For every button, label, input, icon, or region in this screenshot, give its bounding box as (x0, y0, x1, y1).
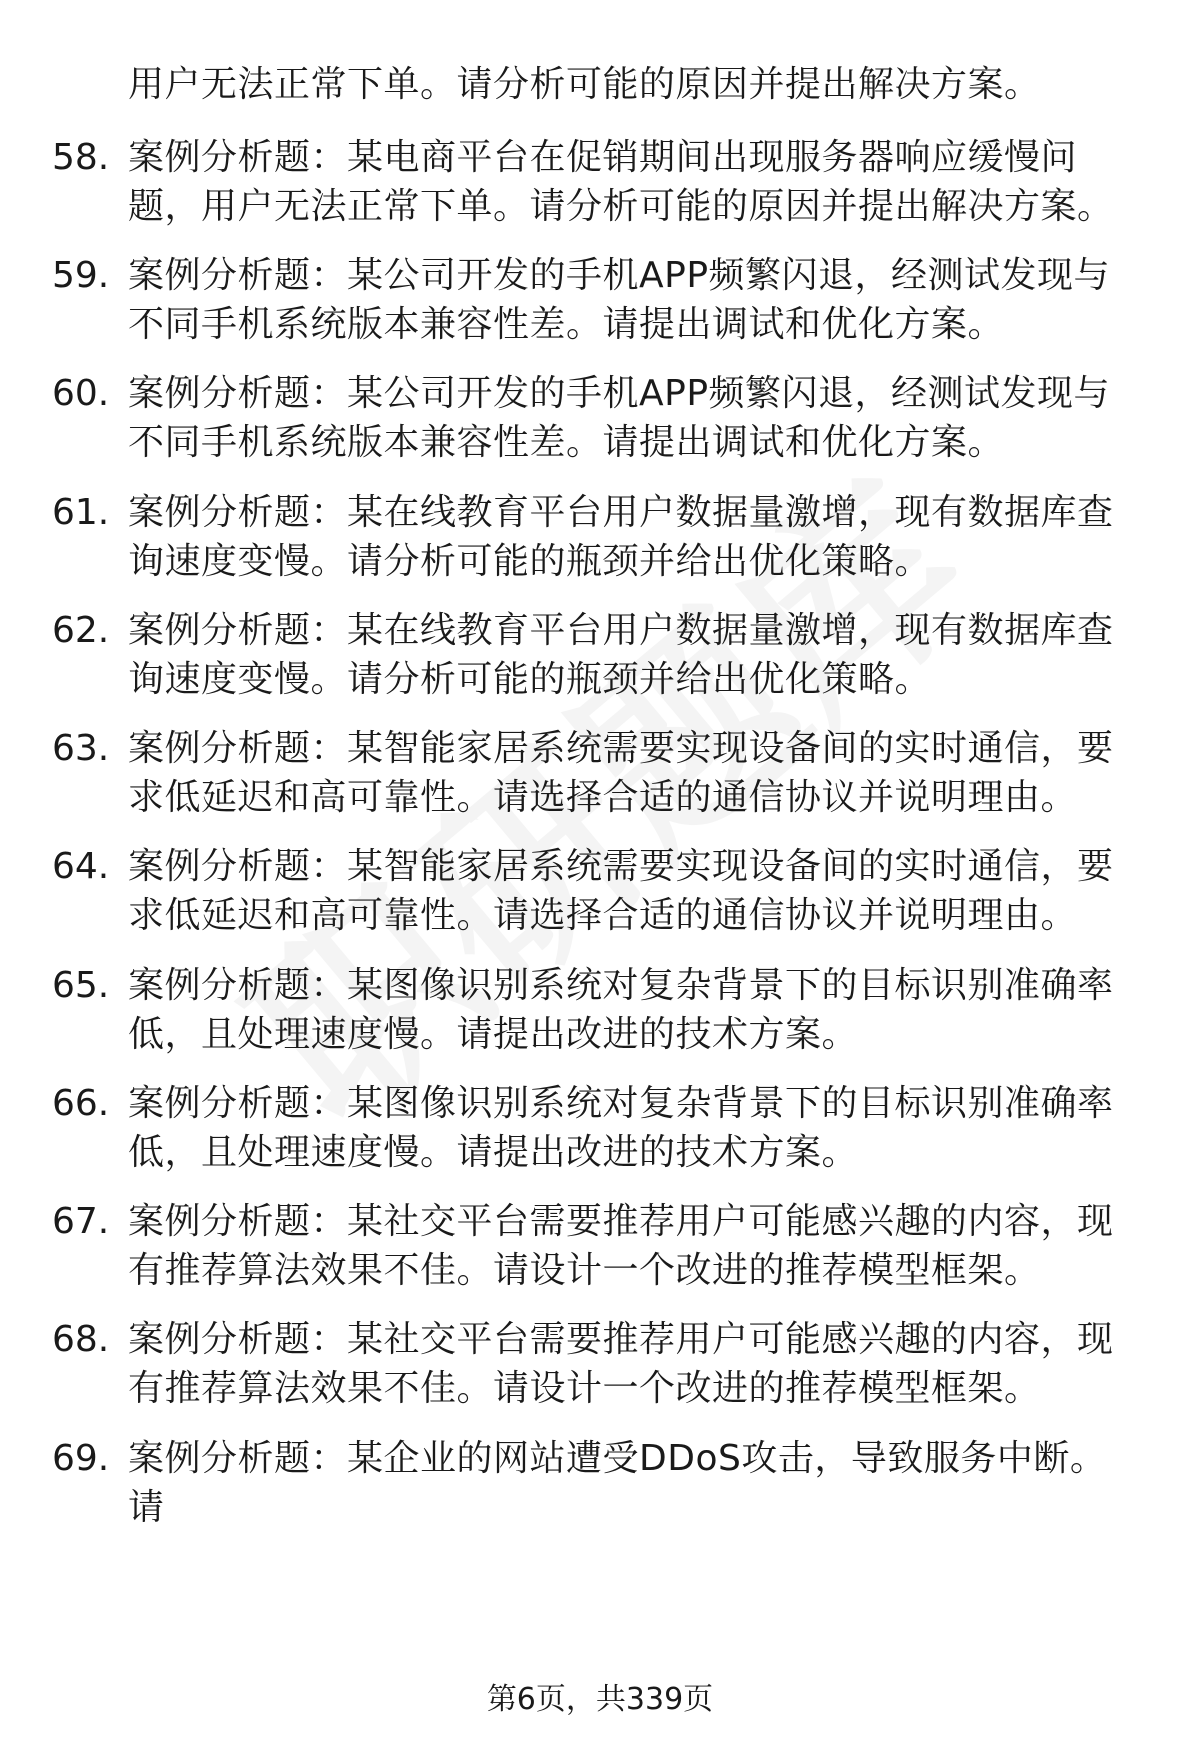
question-number: 60. (52, 373, 110, 414)
question-text: 案例分析题：某智能家居系统需要实现设备间的实时通信，要求低延迟和高可靠性。请选择合适的通信协议并说明理由。 (128, 728, 1114, 818)
question-text: 案例分析题：某电商平台在促销期间出现服务器响应缓慢问题，用户无法正常下单。请分析可能的原因并提出解决方案。 (128, 137, 1114, 227)
question-number: 66. (52, 1083, 110, 1124)
question-number: 61. (52, 492, 110, 533)
question-text: 案例分析题：某图像识别系统对复杂背景下的目标识别准确率低，且处理速度慢。请提出改进的技术方案。 (128, 1083, 1114, 1173)
question-number: 64. (52, 846, 110, 887)
question-text: 案例分析题：某图像识别系统对复杂背景下的目标识别准确率低，且处理速度慢。请提出改进的技术方案。 (128, 965, 1114, 1055)
question-number: 65. (52, 965, 110, 1006)
question-text: 案例分析题：某在线教育平台用户数据量激增，现有数据库查询速度变慢。请分析可能的瓶颈并给出优化策略。 (128, 610, 1114, 700)
question-text: 案例分析题：某社交平台需要推荐用户可能感兴趣的内容，现有推荐算法效果不佳。请设计一个改进的推荐模型框架。 (128, 1319, 1114, 1409)
question-text: 案例分析题：某智能家居系统需要实现设备间的实时通信，要求低延迟和高可靠性。请选择合适的通信协议并说明理由。 (128, 846, 1114, 936)
question-number: 69. (52, 1438, 110, 1479)
question-text: 案例分析题：某社交平台需要推荐用户可能感兴趣的内容，现有推荐算法效果不佳。请设计一个改进的推荐模型框架。 (128, 1201, 1114, 1291)
question-text: 案例分析题：某企业的网站遭受DDoS攻击，导致服务中断。请 (128, 1438, 1107, 1528)
question-number: 63. (52, 728, 110, 769)
question-number: 62. (52, 610, 110, 651)
question-number: 58. (52, 137, 110, 178)
question-text: 案例分析题：某在线教育平台用户数据量激增，现有数据库查询速度变慢。请分析可能的瓶颈并给出优化策略。 (128, 492, 1114, 582)
question-text: 案例分析题：某公司开发的手机APP频繁闪退，经测试发现与不同手机系统版本兼容性差。请提出调试和优化方案。 (128, 255, 1111, 345)
question-number: 68. (52, 1319, 110, 1360)
question-number: 67. (52, 1201, 110, 1242)
question-number: 59. (52, 255, 110, 296)
question-text: 案例分析题：某公司开发的手机APP频繁闪退，经测试发现与不同手机系统版本兼容性差。请提出调试和优化方案。 (128, 373, 1111, 463)
continuation-text: 用户无法正常下单。请分析可能的原因并提出解决方案。 (128, 64, 1041, 105)
page-footer: 第6页，共339页 (486, 1682, 714, 1717)
